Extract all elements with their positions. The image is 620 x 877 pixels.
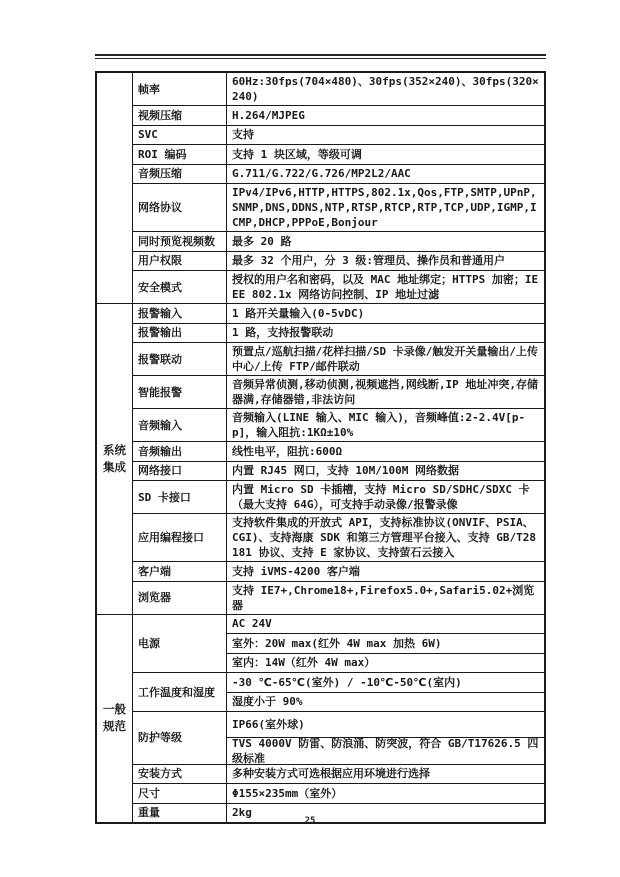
row-value: [227, 145, 544, 164]
row-value: [227, 73, 544, 105]
row-value: [227, 165, 544, 184]
row-label: 浏览器: [133, 582, 227, 614]
row-value: [227, 462, 544, 481]
row-value-line: 1 路，支持报警联动: [232, 326, 334, 340]
section-rows: [133, 73, 544, 303]
row-value-line: 多种安装方式可选根据应用环境进行选择: [232, 767, 430, 781]
row-value-line: 室内：14W（红外 4W max）: [227, 653, 544, 673]
row-value-line: 音频输入(LINE 输入、MIC 输入)，音频峰值:2-2.4V[p-p]，输入阻抗:1KΩ±10%: [232, 411, 526, 439]
row-value-line: IP66(室外球): [232, 718, 305, 732]
page-number: 25: [304, 816, 316, 826]
row-label: SVC: [133, 126, 227, 145]
row-label: 工作温度和湿度: [133, 673, 227, 711]
row-value-line: 60Hz:30fps(704×480)、30fps(352×240)、30fps(320×240): [232, 75, 539, 103]
row-value-line: Φ155×235mm（室外）: [232, 786, 343, 800]
row-value: [227, 481, 544, 513]
row-value-line: 支持: [232, 128, 254, 142]
row-label: 视频压缩: [133, 106, 227, 125]
row-value: [227, 324, 544, 343]
table-row: [133, 561, 544, 581]
table-row: [133, 342, 544, 375]
row-label: 报警联动: [133, 343, 227, 375]
row-value: [227, 765, 544, 784]
table-row: [133, 251, 544, 271]
row-value-line: 最多 32 个用户，分 3 级:管理员、操作员和普通用户: [232, 254, 505, 268]
table-row: [133, 304, 544, 323]
row-value-line: 2kg: [232, 806, 252, 820]
table-row: [133, 323, 544, 343]
row-label: 智能报警: [133, 376, 227, 408]
row-value: [227, 271, 544, 303]
row-label: 安装方式: [133, 765, 227, 784]
row-label: 尺寸: [133, 784, 227, 803]
row-value-line: 内置 RJ45 网口，支持 10M/100M 网络数据: [232, 464, 459, 478]
row-value-line: G.711/G.722/G.726/MP2L2/AAC: [232, 167, 411, 181]
row-value-line: 线性电平，阻抗:600Ω: [232, 444, 343, 458]
row-label: 音频输出: [133, 442, 227, 461]
row-label: 同时预览视频数: [133, 232, 227, 251]
row-value: [227, 712, 544, 764]
category-cell: 系统集成: [97, 304, 133, 614]
row-label: 音频压缩: [133, 165, 227, 184]
table-row: [133, 144, 544, 164]
table-section: [97, 614, 544, 823]
row-label: 安全模式: [133, 271, 227, 303]
table-row: [133, 581, 544, 614]
row-label: 重量: [133, 804, 227, 823]
row-value-line: 最多 20 路: [232, 234, 292, 248]
header-rule: [95, 54, 546, 59]
row-value-line: 支持软件集成的开放式 API，支持标准协议(ONVIF、PSIA、CGI)、支持海康 SDK 和第三方管理平台接入、支持 GB/T28181 协议、支持 E 家协议、支持萤石云接入: [232, 516, 536, 559]
row-value-line: 支持 IE7+,Chrome18+,Firefox5.0+,Safari5.02+浏览器: [232, 583, 535, 612]
row-label: 报警输入: [133, 304, 227, 323]
row-value: [227, 376, 544, 408]
category-cell: 一般规范: [97, 615, 133, 823]
row-label: 防护等级: [133, 712, 227, 764]
row-value-line: -30 ℃-65℃(室外) / -10℃-50℃(室内): [232, 675, 462, 689]
section-rows: [133, 304, 544, 614]
table-row: [133, 711, 544, 764]
row-label: 帧率: [133, 73, 227, 105]
row-value: [227, 673, 544, 711]
table-row: [133, 73, 544, 105]
row-value-line: IPv4/IPv6,HTTP,HTTPS,802.1x,Qos,FTP,SMTP,UPnP,SNMP,DNS,DDNS,NTP,RTSP,RTCP,RTP,TCP,UDP,IGMP,ICMP,DHCP,PPPoE,Bonjour: [232, 186, 537, 229]
table-row: [133, 513, 544, 561]
row-value: [227, 106, 544, 125]
table-row: [133, 441, 544, 461]
row-value-line: 授权的用户名和密码，以及 MAC 地址绑定；HTTPS 加密；IEEE 802.1x 网络访问控制、IP 地址过滤: [232, 273, 539, 301]
table-section: [97, 303, 544, 614]
table-row: [133, 408, 544, 441]
row-value: [227, 615, 544, 673]
row-label: 音频输入: [133, 409, 227, 441]
table-row: [133, 270, 544, 303]
row-value-line: 内置 Micro SD 卡插槽，支持 Micro SD/SDHC/SDXC 卡（最大支持 64G），可支持手动录像/报警录像: [232, 483, 530, 511]
table-row: [133, 783, 544, 803]
row-value-line: 湿度小于 90%: [227, 692, 544, 712]
row-label: 应用编程接口: [133, 514, 227, 561]
spec-table: [95, 71, 546, 824]
row-value-line: TVS 4000V 防雷、防浪涌、防突波，符合 GB/T17626.5 四级标准: [227, 737, 544, 763]
table-row: [133, 105, 544, 125]
table-row: [133, 375, 544, 408]
row-value: [227, 784, 544, 803]
row-label: 网络协议: [133, 184, 227, 231]
row-value: [227, 442, 544, 461]
table-row: [133, 125, 544, 145]
row-value-line: H.264/MJPEG: [232, 108, 305, 122]
table-row: [133, 461, 544, 481]
row-label: 报警输出: [133, 324, 227, 343]
table-row: [133, 164, 544, 184]
row-value: [227, 409, 544, 441]
row-value: [227, 562, 544, 581]
row-value: [227, 343, 544, 375]
row-value: [227, 582, 544, 614]
row-label: 客户端: [133, 562, 227, 581]
row-value-line: 支持 iVMS-4200 客户端: [232, 564, 360, 578]
table-row: [133, 231, 544, 251]
category-cell: [97, 73, 133, 303]
row-value-line: 支持 1 块区域，等级可调: [232, 147, 362, 161]
row-label: 网络接口: [133, 462, 227, 481]
row-value: [227, 232, 544, 251]
table-row: [133, 764, 544, 784]
table-row: [133, 183, 544, 231]
row-value-line: AC 24V: [232, 617, 272, 631]
table-row: [133, 672, 544, 711]
table-row: [133, 480, 544, 513]
row-value: [227, 514, 544, 561]
row-value-line: 室外：20W max(红外 4W max 加热 6W): [227, 633, 544, 653]
section-rows: [133, 615, 544, 823]
row-value: [227, 304, 544, 323]
row-label: SD 卡接口: [133, 481, 227, 513]
table-section: [97, 73, 544, 303]
row-value-line: 1 路开关量输入(0-5vDC): [232, 306, 365, 320]
row-value: [227, 126, 544, 145]
row-value: [227, 184, 544, 231]
table-row: [133, 615, 544, 673]
row-label: 用户权限: [133, 252, 227, 271]
row-value: [227, 252, 544, 271]
row-value-line: 音频异常侦测,移动侦测,视频遮挡,网线断,IP 地址冲突,存储器满,存储器错,非法访问: [232, 378, 538, 406]
row-label: ROI 编码: [133, 145, 227, 164]
row-label: 电源: [133, 615, 227, 673]
row-value-line: 预置点/巡航扫描/花样扫描/SD 卡录像/触发开关量输出/上传中心/上传 FTP/邮件联动: [232, 345, 538, 373]
